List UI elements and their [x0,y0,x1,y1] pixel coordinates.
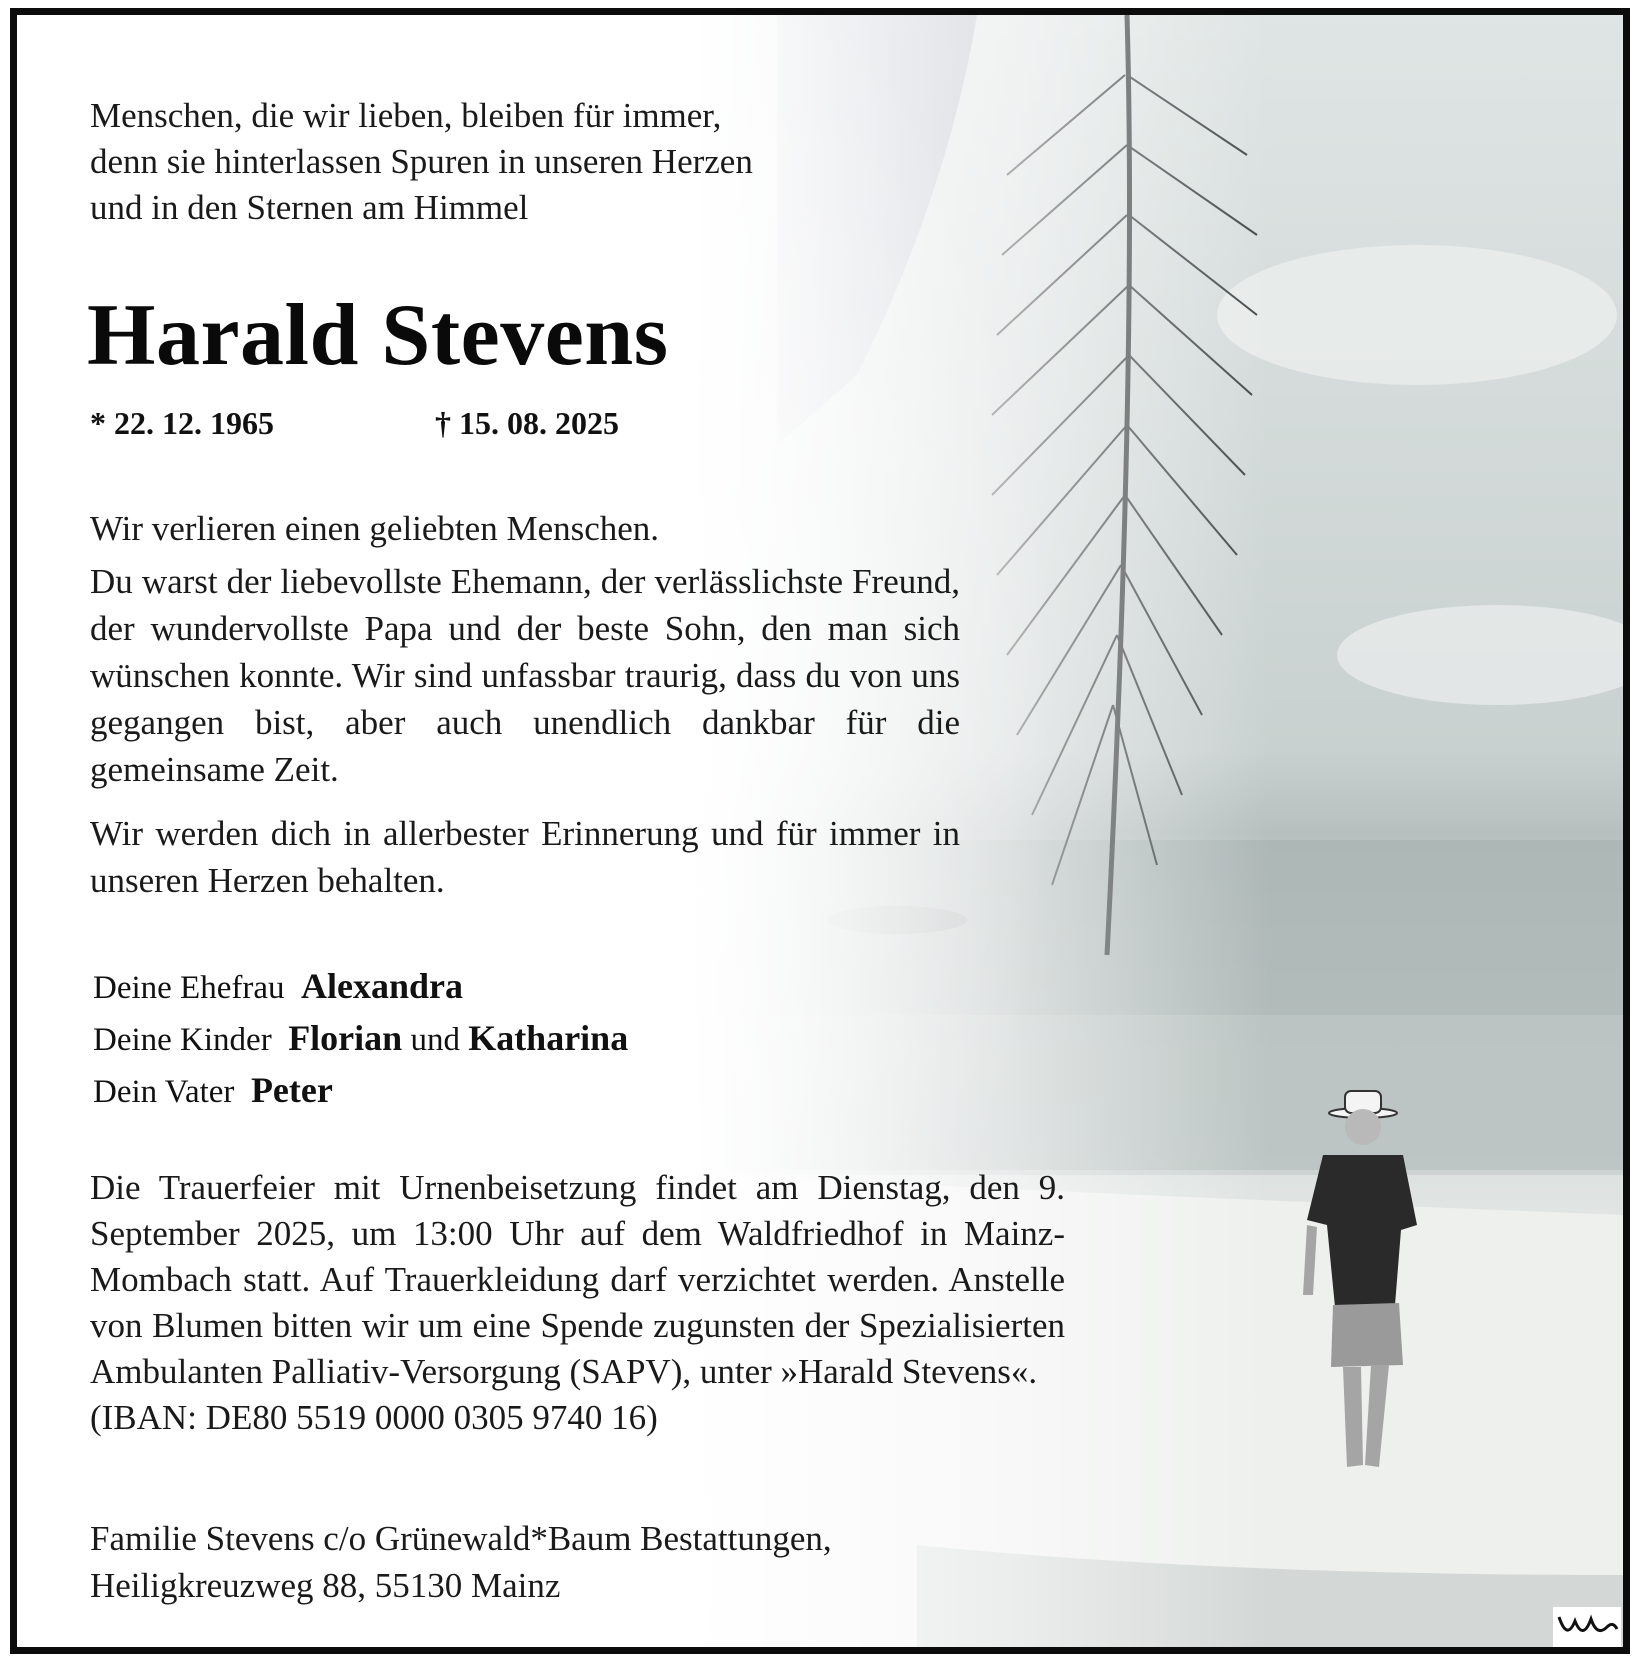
sender-address [90,1515,832,1609]
motto-line: denn sie hinterlassen Spuren in unseren Herzen [90,142,753,181]
motto-line: Menschen, die wir lieben, bleiben für immer, [90,96,722,135]
deceased-name: Harald Stevens [87,287,669,384]
message-paragraph-3: Wir werden dich in allerbester Erinnerung und für immer in unseren Herzen behalten. [90,814,960,900]
ceremony-text: Die Trauerfeier mit Urnenbeisetzung findet am Dienstag, den 9. September 2025, um 13:00 Uhr auf dem Waldfriedhof in Mainz-Mombach statt. Auf Trauerkleidung darf verzichtet werden. Anstelle von Blumen bitten wir um eine Spende zugunsten der Spezialisierten Ambulanten Palliativ-Versorgung (SAPV), unter »Harald Stevens«. [90,1168,1065,1391]
obituary-frame [10,8,1630,1654]
sender-line: Heiligkreuzweg 88, 55130 Mainz [90,1566,561,1605]
mourner-father [93,1065,628,1117]
father-label: Dein Vater [93,1074,235,1110]
children-label: Deine Kinder [93,1022,272,1058]
and-word: und [410,1022,460,1058]
message-paragraph-1: Wir verlieren einen geliebten Menschen. [90,509,660,548]
message-paragraph-2: Du warst der liebevollste Ehemann, der verlässlichste Freund, der wundervollste Papa und der beste Sohn, den man sich wünschen konnte. Wir sind unfassbar traurig, dass du von uns gegangen bist, aber auch unendlich dankbar für die gemeinsame Zeit. [90,562,960,789]
birth-date: * 22. 12. 1965 [90,405,274,441]
ceremony-notice [90,1165,1065,1441]
death-date: † 15. 08. 2025 [435,405,619,441]
obituary-text [17,15,1623,1647]
sender-line: Familie Stevens c/o Grünewald*Baum Bestattungen, [90,1519,832,1558]
donation-iban: (IBAN: DE80 5519 0000 0305 9740 16) [90,1398,658,1437]
mourner-wife [93,961,628,1013]
mourners-list [93,961,628,1117]
publisher-logo-icon [1553,1607,1621,1647]
mourner-children [93,1013,628,1065]
wife-label: Deine Ehefrau [93,970,285,1006]
child-name: Katharina [468,1018,629,1058]
motto-line: und in den Sternen am Himmel [90,188,529,227]
motto-quote [90,93,753,231]
father-name: Peter [250,1070,333,1110]
wife-name: Alexandra [300,966,463,1006]
child-name: Florian [288,1018,403,1058]
